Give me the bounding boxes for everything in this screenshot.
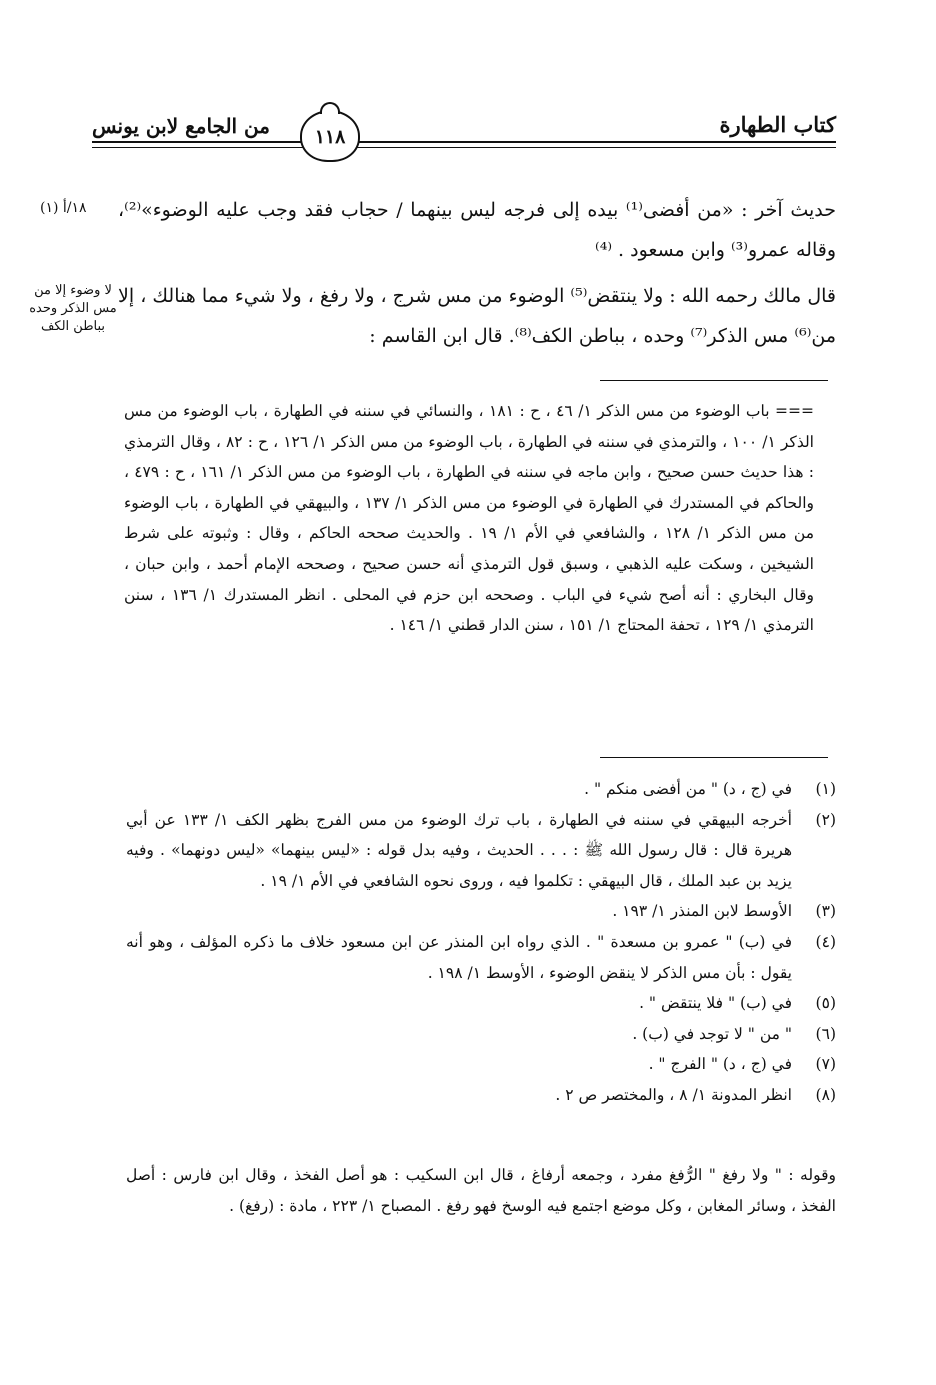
footnote-number: (٣): [815, 902, 836, 921]
footnote-item: [126, 1019, 836, 1050]
folio-marker: [40, 200, 87, 216]
footnote-number: (٢): [815, 810, 836, 829]
footnote-text: " من " لا توجد في (ب) .: [632, 1024, 792, 1043]
footnote-separator: [600, 380, 828, 381]
folio-ref: ١٨/أ: [62, 200, 87, 216]
footnote-item: [126, 988, 836, 1019]
footnote-text: أخرجه البيهقي في سننه في الطهارة ، باب ترك الوضوء من مس الفرج بظهر الكف ١/ ١٣٣ عن أبي هريرة قال : قال رسول الله ﷺ : . . . الحديث ، وفيه بدل قوله : «ليس بينهما» «ليس دونهما» . وفيه يزيد بن عبد الملك ، قال البيهقي : تكلموا فيه ، وروى نحوه الشافعي في الأم ١/ ١٩ .: [126, 810, 792, 890]
folio-note: (١): [40, 200, 59, 216]
footnote-text: في (ب) " فلا ينتقض " .: [639, 994, 792, 1013]
footnote-separator: [600, 757, 828, 758]
side-note: لا وضوء إلا من مس الذكر وحده بباطن الكف: [29, 283, 117, 334]
footnote-continuation: === باب الوضوء من مس الذكر ١/ ٤٦ ، ح : ١٨١ ، والنسائي في سننه في الطهارة ، باب الوضوء من مس الذكر ١/ ١٠٠ ، والترمذي في سننه في الطهارة ، باب الوضوء من مس الذكر ١/ ١٢٦ ، ح : ٨٢ ، وقال الترمذي : هذا حديث حسن صحيح ، وابن ماجه في سننه في الطهارة ، باب الوضوء من مس الذكر ١/ ١٦١ ، ح : ٤٧٩ ، والحاكم في المستدرك في الطهارة في الوضوء من مس الذكر ١/ ١٣٧ ، والبيهقي في الطهارة ، باب الوضوء من مس الذكر ١/ ١٢٨ ، والشافعي في الأم ١/ ١٩ . والحديث صححه الحاكم ، وقال : وثبوته على شرط الشيخين ، وسكت عليه الذهبي ، وسبق قول الترمذي أنه حسن صحيح ، وصححه الإمام أحمد ، وابن حبان ، وقال البخاري : أنه أصح شيء في الباب . وصححه ابن حزم في المحلى . انظر المستدرك ١/ ١٣٦ ، سنن الترمذي ١/ ١٢٩ ، تحفة المحتاج ١/ ١٥١ ، سنن الدار قطني ١/ ١٤٦ .: [124, 402, 815, 635]
footnote-number: (٧): [815, 1055, 836, 1074]
footnote-item: [126, 896, 836, 927]
page-number: ١١٨: [300, 110, 360, 162]
footnote-item: [126, 927, 836, 988]
footnote-text: في (ج ، د) " الفرج " .: [648, 1055, 792, 1074]
footnote-number: (١): [815, 780, 836, 798]
footnote-text: الأوسط لابن المنذر ١/ ١٩٣ .: [612, 902, 792, 921]
footnote-text: انظر المدونة ١/ ٨ ، والمختصر ص ٢ .: [555, 1085, 792, 1104]
footnote-item: [126, 1049, 836, 1080]
footnote-list: [126, 774, 836, 1111]
book-title: كتاب الطهارة: [719, 112, 836, 137]
footnote-text: في (ب) " عمرو بن مسعدة " . الذي رواه ابن المنذر عن ابن مسعود خلاف ما ذكره المؤلف ، وهو أنه يقول : بأن مس الذكر لا ينقض الوضوء ، الأوسط ١/ ١٩٨ .: [126, 932, 792, 982]
footnote-tail: وقوله : " ولا رفغ " الرُّفغ مفرد ، وجمعه أرفاغ ، قال ابن السكيب : هو أصل الفخذ ، وقال ابن فارس : أصل الفخذ ، وسائر المغابن ، وكل موضع اجتمع فيه الوسخ فهو رفغ . المصباح ١/ ٢٢٣ ، مادة : (رفغ) .: [126, 1166, 836, 1215]
source-title: من الجامع لابن يونس: [92, 114, 270, 138]
footnote-number: (٤): [815, 932, 836, 951]
main-paragraph: حديث آخر : «من أفضى⁽¹⁾ بيده إلى فرجه ليس بينهما / حجاب فقد وجب عليه الوضوء»⁽²⁾، وقاله عمرو⁽³⁾ وابن مسعود . ⁽⁴⁾: [118, 199, 837, 261]
main-paragraph: قال مالك رحمه الله : ولا ينتقض⁽⁵⁾ الوضوء من مس شرج ، ولا رفغ ، ولا شيء مما هنالك ، إلا من⁽⁶⁾ مس الذكر⁽⁷⁾ وحده ، بباطن الكف⁽⁸⁾. قال ابن القاسم :: [118, 285, 836, 347]
footnote-text: في (ج ، د) " من أفضى منكم " .: [584, 780, 792, 798]
header-rule: [92, 141, 836, 143]
footnote-item: [126, 805, 836, 897]
footnote-number: (٥): [815, 994, 836, 1013]
footnote-number: (٨): [815, 1085, 836, 1104]
footnote-item: [126, 1080, 836, 1111]
footnote-number: (٦): [815, 1024, 836, 1043]
header-rule-thin: [92, 147, 836, 148]
footnote-item: [126, 774, 836, 805]
